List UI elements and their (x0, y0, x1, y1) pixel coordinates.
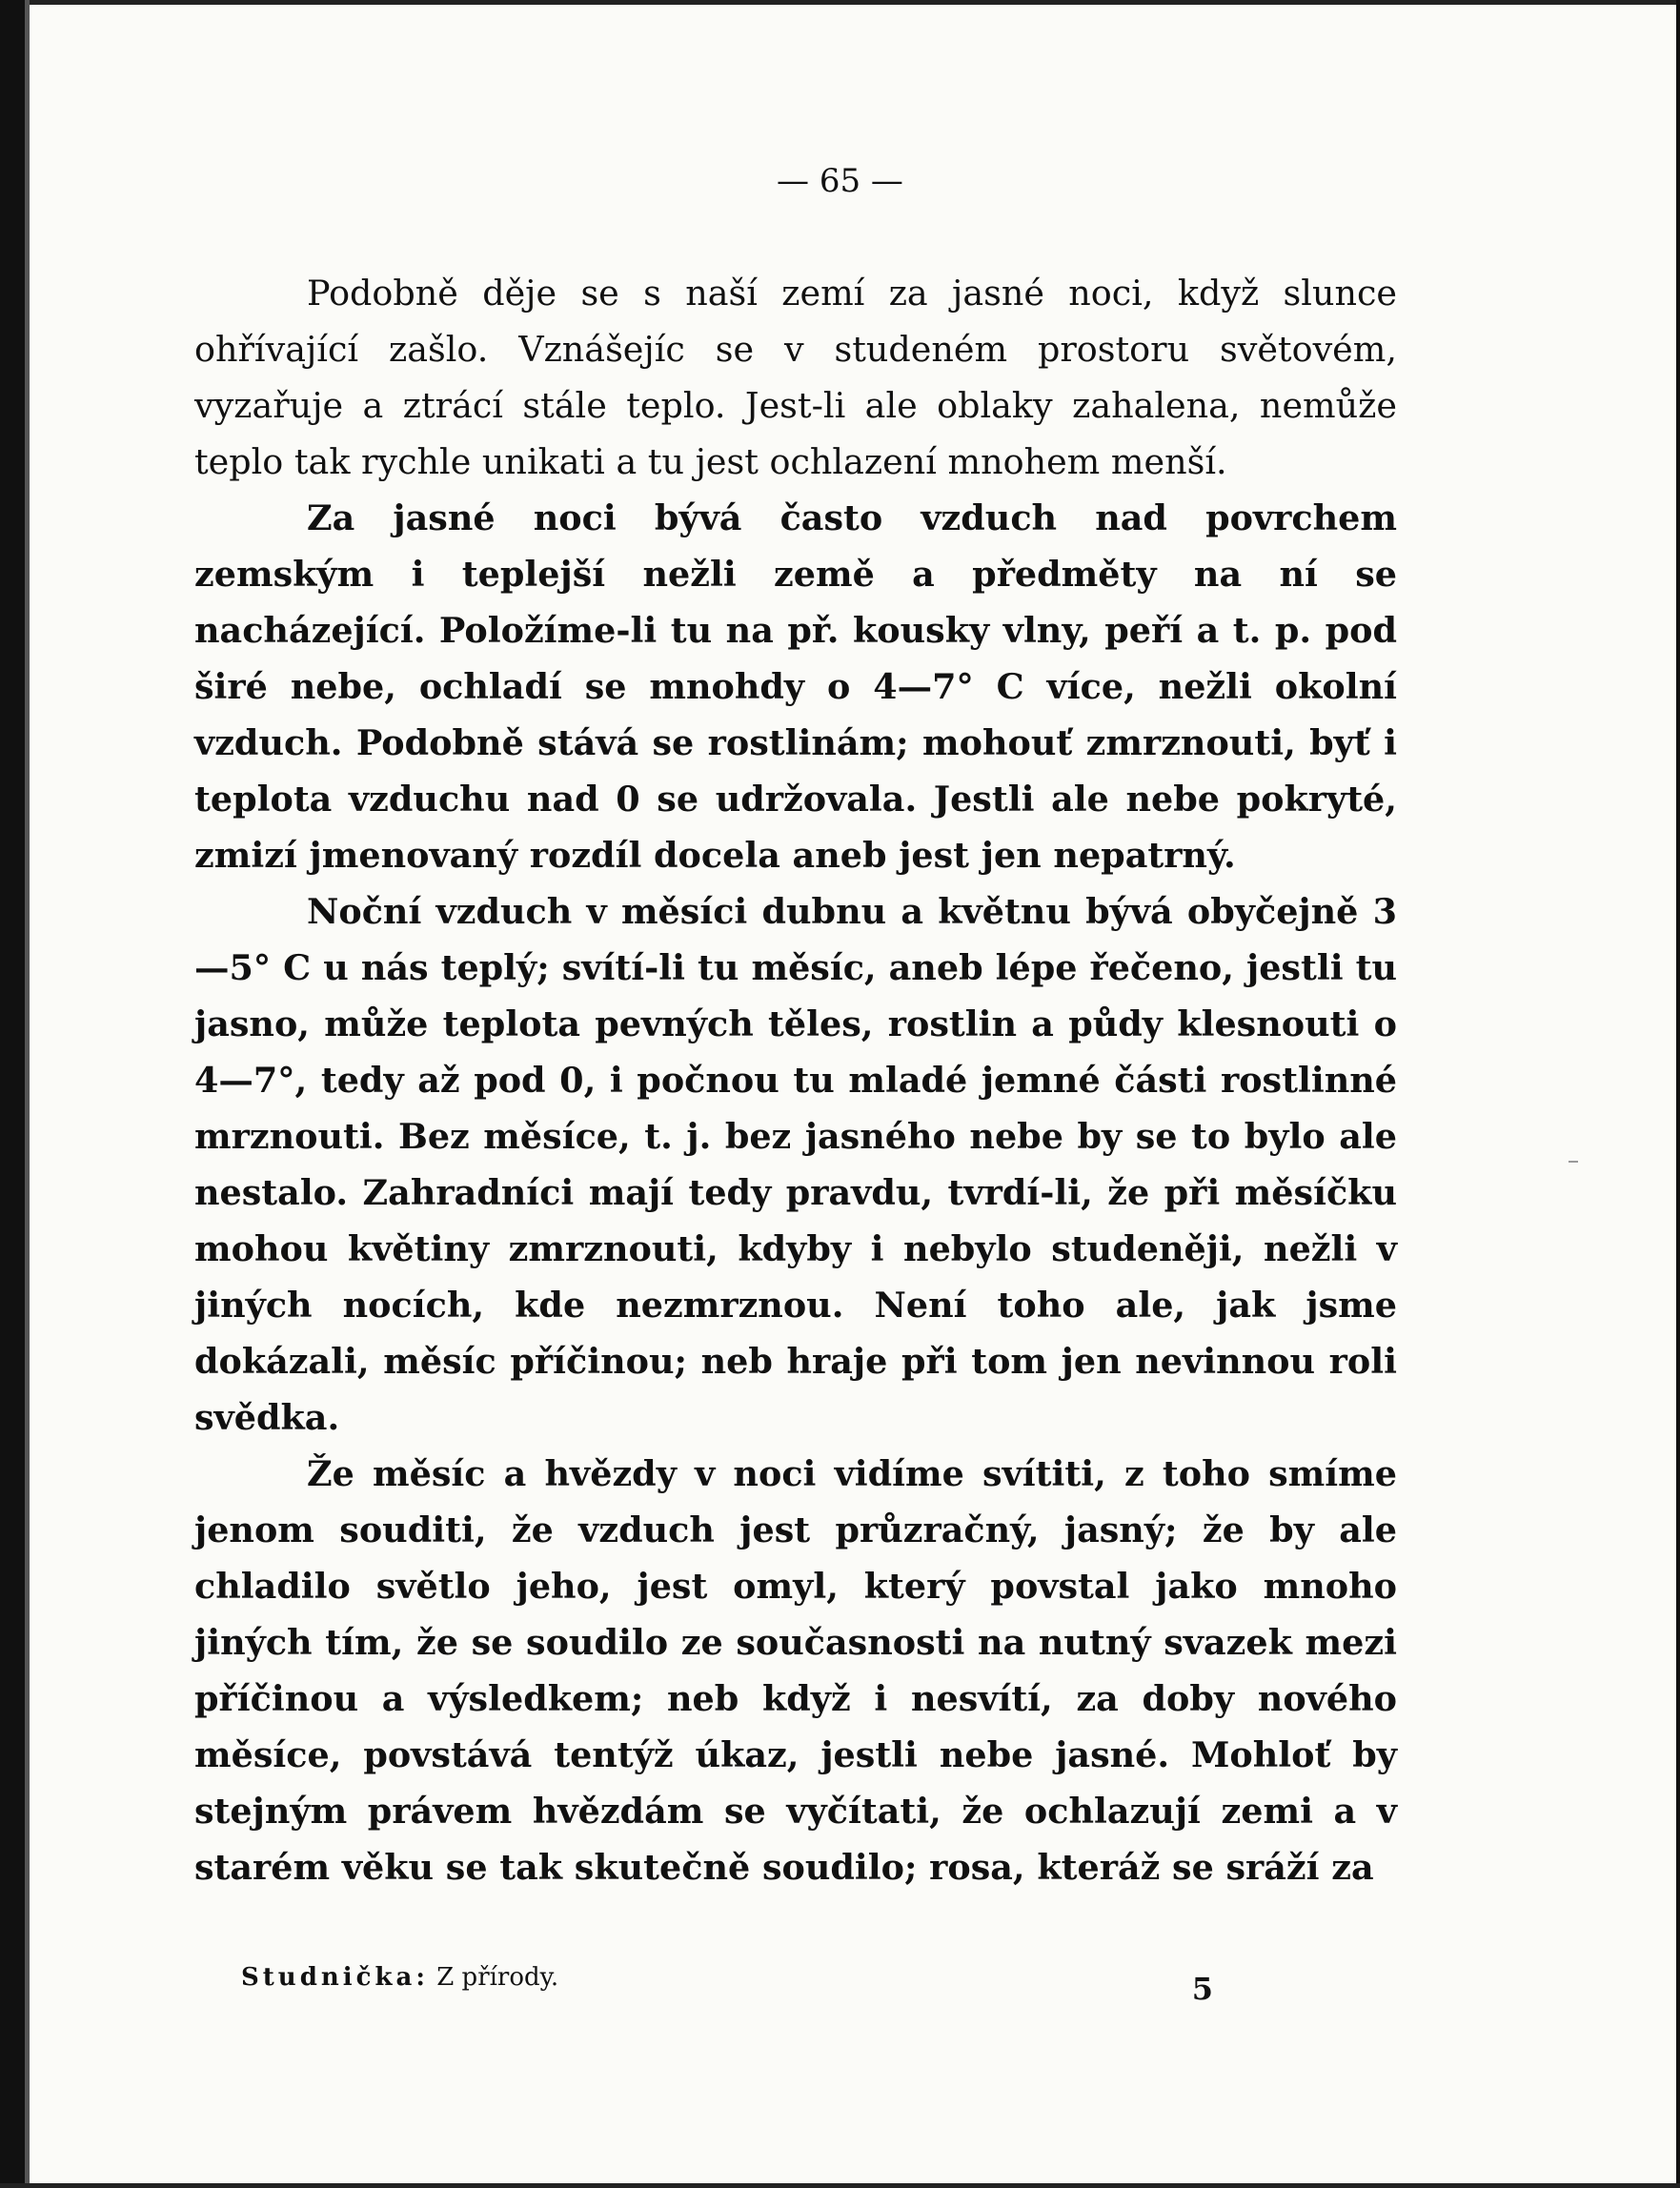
footer-book-title: Z přírody. (436, 1963, 559, 1992)
body-text (194, 265, 1397, 1895)
paragraph-1: Podobně děje se s naší zemí za jasné noci, když slunce ohřívající zašlo. Vznášejíc se v studeném prostoru světovém, vyzařuje a ztrácí stále teplo. Jest-li ale oblaky zahalena, nemůže teplo tak rychle unikati a tu jest ochlazení mnohem menší. (194, 273, 1397, 482)
scan-edge-left-inner (25, 0, 30, 2188)
scan-edge-top (0, 0, 1680, 5)
signature-mark: 5 (1191, 1971, 1213, 2007)
paragraph-4: Že měsíc a hvězdy v noci vidíme svítiti, z toho smíme jenom souditi, že vzduch jest průzračný, jasný; že by ale chladilo světlo jeho, jest omyl, který povstal jako mnoho jiných tím, že se soudilo ze současnosti na nutný svazek mezi příčinou a výsledkem; neb když i nesvítí, za doby nového měsíce, povstává tentýž úkaz, jestli nebe jasné. Mohloť by stejným právem hvězdám se vyčítati, že ochlazují zemi a v starém věku se tak skutečně soudilo; rosa, kteráž se sráží za (194, 1453, 1397, 1888)
stray-mark (1569, 1161, 1578, 1163)
page-footer (241, 1963, 1213, 2007)
footer-author: Studnička: (241, 1963, 429, 1992)
scan-edge-left (0, 0, 25, 2188)
scan-edge-bottom (0, 2183, 1680, 2188)
page-number: — 65 — (777, 162, 903, 200)
paragraph-3: Noční vzduch v měsíci dubnu a květnu bývá obyčejně 3—5° C u nás teplý; svítí-li tu měsíc, aneb lépe řečeno, jestli tu jasno, může teplota pevných těles, rostlin a půdy klesnouti o 4—7°, tedy až pod 0, i počnou tu mladé jemné části rostlinné mrznouti. Bez měsíce, t. j. bez jasného nebe by se to bylo ale nestalo. Zahradníci mají tedy pravdu, tvrdí-li, že při měsíčku mohou květiny zmrznouti, kdyby i nebylo studeněji, nežli v jiných nocích, kde nezmrznou. Není toho ale, jak jsme dokázali, měsíc příčinou; neb hraje při tom jen nevinnou roli svědka. (194, 891, 1397, 1438)
scan-edge-right (1676, 0, 1680, 2188)
paragraph-2: Za jasné noci bývá často vzduch nad povrchem zemským i teplejší nežli země a předměty na ní se nacházející. Položíme-li tu na př. kousky vlny, peří a t. p. pod širé nebe, ochladí se mnohdy o 4—7° C více, nežli okolní vzduch. Podobně stává se rostlinám; mohouť zmrznouti, byť i teplota vzduchu nad 0 se udržovala. Jestli ale nebe pokryté, zmizí jmenovaný rozdíl docela aneb jest jen nepatrný. (194, 497, 1397, 876)
